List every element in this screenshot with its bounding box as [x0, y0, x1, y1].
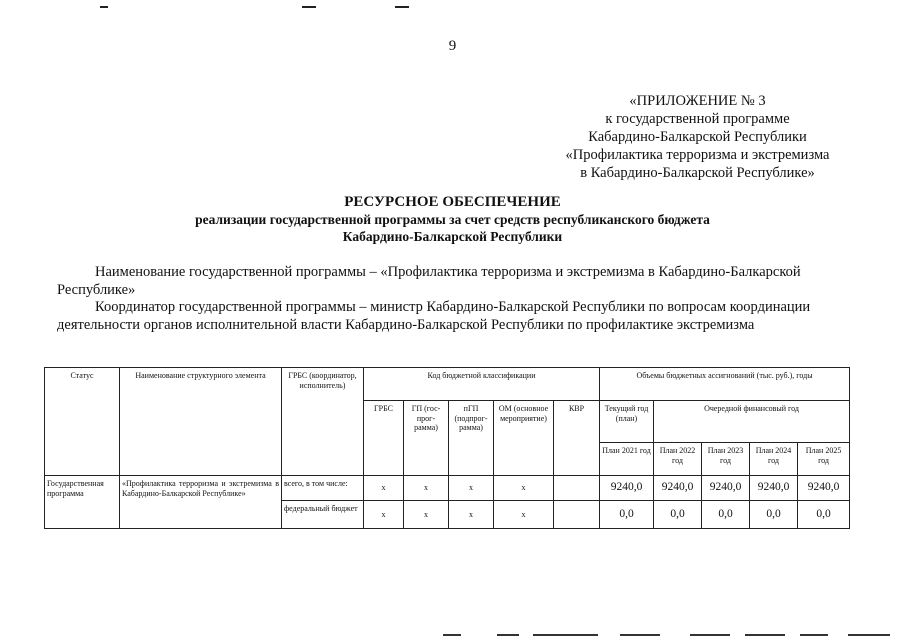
table-row [45, 476, 850, 501]
title-line: РЕСУРСНОЕ ОБЕСПЕЧЕНИЕ [344, 194, 561, 210]
cell-kvr [554, 476, 600, 501]
scan-mark [745, 634, 785, 636]
title-line: реализации государственной программы за счет средств республиканского бюджета [195, 212, 710, 227]
cell-value: 9240,0 [702, 476, 750, 501]
cell-value: 0,0 [600, 501, 654, 529]
scan-mark [395, 6, 409, 8]
cell-pgp: x [449, 476, 494, 501]
appendix-line: «Профилактика терроризма и экстремизма [565, 147, 830, 163]
header-grbs-coordinator: ГРБС (координатор, исполнитель) [282, 368, 364, 476]
cell-element-name: «Профилактика терроризма и экстремизма в Кабардино-Балкарской Республике» [120, 476, 282, 529]
header-next-period: Очередной финансовый год [654, 401, 850, 443]
scan-mark [620, 634, 660, 636]
cell-value: 0,0 [798, 501, 850, 529]
header-kvr: КВР [554, 401, 600, 476]
header-year: План 2025 год [798, 443, 850, 476]
cell-value: 9240,0 [750, 476, 798, 501]
cell-value: 9240,0 [798, 476, 850, 501]
scan-mark [690, 634, 730, 636]
scan-mark [533, 634, 598, 636]
header-budget-code: Код бюджетной классификации [364, 368, 600, 401]
page-number: 9 [448, 38, 457, 54]
cell-pgp: x [449, 501, 494, 529]
document-title [0, 194, 905, 245]
cell-status: Государственная программа [45, 476, 120, 529]
cell-gp: x [404, 476, 449, 501]
cell-gp: x [404, 501, 449, 529]
header-year: План 2023 год [702, 443, 750, 476]
title-line: Кабардино-Балкарской Республики [342, 229, 563, 244]
cell-grbs: x [364, 476, 404, 501]
scan-mark [497, 634, 519, 636]
header-gp: ГП (гос-прог-рамма) [404, 401, 449, 476]
appendix-line: к государственной программе [605, 111, 790, 127]
cell-source: федеральный бюджет [282, 501, 364, 529]
program-name-paragraph [57, 263, 847, 299]
scan-mark [302, 6, 316, 8]
cell-om: x [494, 501, 554, 529]
header-year: План 2024 год [750, 443, 798, 476]
scan-mark [848, 634, 890, 636]
cell-kvr [554, 501, 600, 529]
coordinator-paragraph [57, 298, 847, 334]
scan-mark [100, 6, 108, 8]
header-year: План 2021 год [600, 443, 654, 476]
resource-table [44, 367, 850, 529]
appendix-header [520, 92, 875, 182]
cell-grbs: x [364, 501, 404, 529]
header-om: ОМ (основное мероприятие) [494, 401, 554, 476]
coordinator-text: Координатор государственной программы – министр Кабардино-Балкарской Республики по вопросам координации деятельности органов исполнительной власти Кабардино-Балкарской Республики по профилактике экстремизма [57, 299, 811, 333]
header-pgp: пГП (подпрог-рамма) [449, 401, 494, 476]
program-name-text: Наименование государственной программы – «Профилактика терроризма и экстремизма в Кабардино-Балкарской Республике» [57, 264, 801, 298]
header-allocations: Объемы бюджетных ассигнований (тыс. руб.), годы [600, 368, 850, 401]
cell-om: x [494, 476, 554, 501]
scan-mark [800, 634, 828, 636]
appendix-line: Кабардино-Балкарской Республики [588, 129, 807, 145]
cell-source: всего, в том числе: [282, 476, 364, 501]
header-status: Статус [45, 368, 120, 476]
appendix-line: в Кабардино-Балкарской Республике» [580, 165, 815, 181]
header-element-name: Наименование структурного элемента [120, 368, 282, 476]
cell-value: 0,0 [750, 501, 798, 529]
header-current-year: Текущий год (план) [600, 401, 654, 443]
header-year: План 2022 год [654, 443, 702, 476]
scan-mark [443, 634, 461, 636]
cell-value: 9240,0 [654, 476, 702, 501]
cell-value: 0,0 [654, 501, 702, 529]
appendix-line: «ПРИЛОЖЕНИЕ № 3 [629, 93, 766, 109]
header-grbs: ГРБС [364, 401, 404, 476]
cell-value: 9240,0 [600, 476, 654, 501]
cell-value: 0,0 [702, 501, 750, 529]
